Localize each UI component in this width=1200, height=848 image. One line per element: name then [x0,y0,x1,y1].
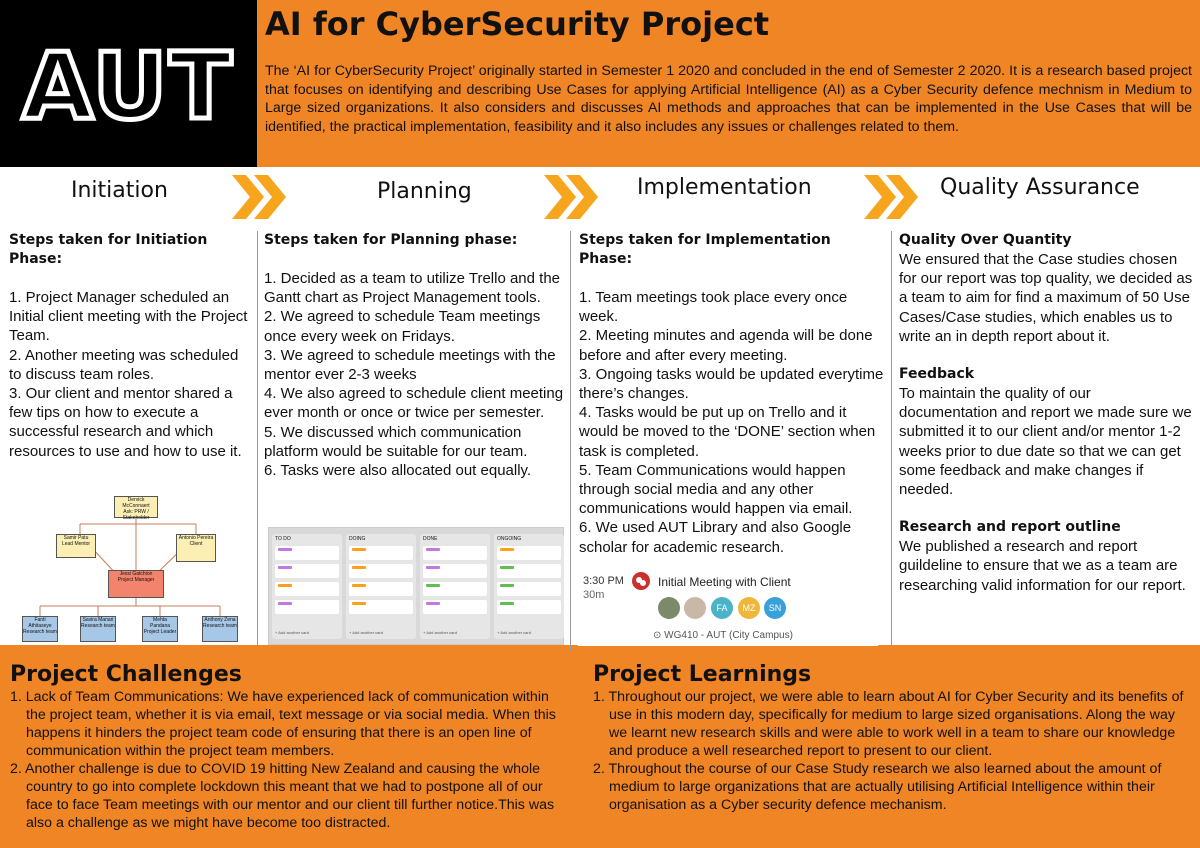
trello-card [275,582,339,596]
trello-column-title: ONGOING [497,536,522,542]
meeting-time: 3:30 PM [583,575,624,587]
initiation-column [9,231,249,461]
location-pin-icon: ⊙ [653,630,662,641]
learnings-list [593,688,1193,814]
column-divider [257,231,258,651]
org-node-name: Antonio Pereira [178,535,214,541]
qa-block [899,365,1193,499]
trello-column [494,534,564,639]
meeting-invite-image [578,566,878,646]
challenges-section [10,652,566,832]
avatar: FA [711,597,733,619]
column-divider [891,231,892,651]
trello-card [349,582,413,596]
trello-add-card: + Add another card [423,630,457,635]
org-node-name: Anthony Zena [204,617,236,623]
trello-card [349,600,413,614]
trello-card [497,546,561,560]
qa-block [899,518,1193,595]
trello-card [349,564,413,578]
implementation-steps [579,288,885,557]
chat-icon [632,572,650,590]
trello-card [349,546,413,560]
trello-card [497,582,561,596]
trello-card [275,600,339,614]
trello-column-title: TO DO [275,536,291,542]
org-node-bottom [80,616,116,642]
org-node-bottom [22,616,58,642]
list-item: 6. We used AUT Library and also Google scholar for academic research. [579,519,852,556]
org-node-role: Research team [23,629,57,635]
org-node-role: Project Leader [143,629,177,635]
org-node-name: Dervick McConnaert [122,497,150,509]
trello-column [272,534,342,639]
org-node-role: Lead Mentor [61,541,91,547]
trello-add-card: + Add another card [275,630,309,635]
list-item: 3. Our client and mentor shared a few tips on how to execute a successful research and which resources to use and how to use it. [9,385,242,460]
trello-card [497,564,561,578]
trello-column-title: DOING [349,536,366,542]
org-node-top [114,496,158,521]
intro-text: The ‘AI for CyberSecurity Project’ originally started in Semester 1 2020 and concluded in the end of Semester 2 2020. It is a research based project that focuses on identifying and describing Use Cases for applying Artificial Intelligence (AI) as a Cyber Security defence mechnism in Medium to Large sized organizations. It also considers and discusses AI methods and approaches that can be implemented in the Use Cases that will be identified, the practical implementation, feasibility and it also includes any issues or challenges related to them. [265,63,1192,135]
qa-column [899,231,1193,595]
planning-steps [264,269,564,480]
meeting-location: WG410 - AUT (City Campus) [664,630,793,641]
phase-title-qa: Quality Assurance [940,175,1140,200]
list-item: 3. We agreed to schedule meetings with the mentor ever 2-3 weeks [264,346,556,384]
trello-card [275,546,339,560]
meeting-app-icon [632,572,650,590]
trello-add-card: + Add another card [497,630,531,635]
org-node-name: Jessi Gatchion [119,571,153,577]
challenges-title: Project Challenges [10,662,242,687]
list-item: 1. Project Manager scheduled an Initial client meeting with the Project Team. [9,289,248,345]
list-item: 2. Meeting minutes and agenda will be done before and after every meeting. [579,327,873,364]
list-item: 1. Team meetings took place every once week. [579,289,848,326]
org-node-bottom [202,616,238,642]
challenges-list [10,688,566,832]
org-node-role: Project Manager [117,577,155,583]
org-node-name: Savira Manari [82,617,114,623]
trello-card [497,600,561,614]
list-item: 1. Decided as a team to utilize Trello and the Gantt chart as Project Management tools. [264,270,561,307]
org-node-left [56,534,96,558]
trello-column-title: DONE [423,536,438,542]
org-node-role: Client [189,541,203,547]
initiation-heading: Steps taken for Initiation Phase: [9,232,208,267]
header-panel [257,0,1200,167]
phase-title-planning: Planning [377,179,472,204]
list-item: 4. We also agreed to schedule client meeting ever month or once or twice per semester. [264,385,564,422]
aut-logo-text: AUT [22,33,234,140]
trello-board-image [268,527,564,645]
learnings-section [593,652,1193,814]
list-item: 2. Another challenge is due to COVID 19 hitting New Zealand and causing the whole country to go into complete lockdown this meant that we had to postpone all of our face to face Team meetings with our mentor and our client till further notice.This was also a challenge as we might have become too distracted. [10,761,555,831]
list-item: 3. Ongoing tasks would be updated everytime there’s changes. [579,365,884,403]
org-node-name: Fanti Athitaseye [28,617,52,629]
chevron-right-icon [542,172,602,222]
chevron-right-icon [230,172,290,222]
trello-card [275,564,339,578]
qa-block-text: To maintain the quality of our documentation and report we made sure we submitted it to our client and/or mentor 1-2 weeks prior to due date so that we can get some feedback and make changes if needed. [899,385,1192,499]
page-title: AI for CyberSecurity Project [265,5,770,43]
trello-card [423,546,487,560]
list-item: 2. Throughout the course of our Case Study research we also learned about the amount of medium to large organizations that are actually utilising Artificial Intelligence within their organisation as a Cyber security defence mechanism. [593,761,1162,813]
learnings-title: Project Learnings [593,662,812,687]
avatar: MZ [738,597,760,619]
list-item: 1. Throughout our project, we were able to learn about AI for Cyber Security and its benefits of use in this modern day, specifically for medium to large sized organisations. Along the way we learnt new research skills and were able to work well in a team to share our knowledge and produce a well researched report to present to our client. [593,689,1184,759]
phase-title-initiation: Initiation [71,178,168,203]
trello-column [420,534,490,639]
list-item: 1. Lack of Team Communications: We have experienced lack of communication within the project team, whether it is via email, text message or via social media. When this happens it hinders the project team code of ensuring that there is an open line of communication within the project team members. [10,689,556,759]
org-node-name: Samir Patu [63,535,89,541]
org-node-role: Research team [203,623,237,629]
trello-card [423,600,487,614]
list-item: 6. Tasks were also allocated out equally. [264,462,532,480]
meeting-title: Initial Meeting with Client [658,575,791,589]
meeting-location-row [653,630,793,641]
org-node-role: Ask: PRW / Stakeholder [122,509,150,521]
qa-block-heading: Quality Over Quantity [899,232,1072,248]
org-node-right [176,534,216,562]
qa-block-heading: Feedback [899,366,975,383]
list-item: 2. Another meeting was scheduled to discuss team roles. [9,346,239,383]
org-node-name: Mehta Pandana [149,617,171,629]
org-node-bottom [142,616,178,642]
list-item: 2. We agreed to schedule Team meetings once every week on Fridays. [264,308,541,345]
avatar [658,597,680,619]
meeting-duration: 30m [583,589,605,601]
qa-block-text: We ensured that the Case studies chosen for our report was top quality, we decided as a team to aim for find a maximum of 50 Use Cases/Case studies, which enables us to write an in depth report about it. [899,251,1193,345]
phase-title-implementation: Implementation [637,175,812,200]
logo-panel [0,0,257,167]
avatar: SN [764,597,786,619]
planning-column [264,231,564,480]
aut-logo [0,0,257,167]
trello-card [423,564,487,578]
org-chart-image [20,494,248,644]
list-item: 5. We discussed which communication platform would be suitable for our team. [264,423,528,460]
initiation-steps [9,288,249,461]
implementation-column [579,231,885,557]
org-node-center [108,570,164,598]
planning-heading: Steps taken for Planning phase: [264,232,518,248]
list-item: 5. Team Communications would happen through social media and any other communications would happen via email. [579,461,853,518]
qa-block-heading: Research and report outline [899,519,1121,536]
qa-block-text: We published a research and report guildeline to ensure that we as a team are researching valid information for our report. [899,538,1186,594]
trello-card [423,582,487,596]
list-item: 4. Tasks would be put up on Trello and it would be moved to the ‘DONE’ section when task is completed. [579,404,876,460]
avatar [684,597,706,619]
chevron-right-icon [862,172,922,222]
trello-add-card: + Add another card [349,630,383,635]
column-divider [570,231,571,651]
implementation-heading: Steps taken for Implementation Phase: [579,232,831,267]
org-node-role: Research team [81,623,115,629]
qa-block [899,231,1193,346]
trello-column [346,534,416,639]
